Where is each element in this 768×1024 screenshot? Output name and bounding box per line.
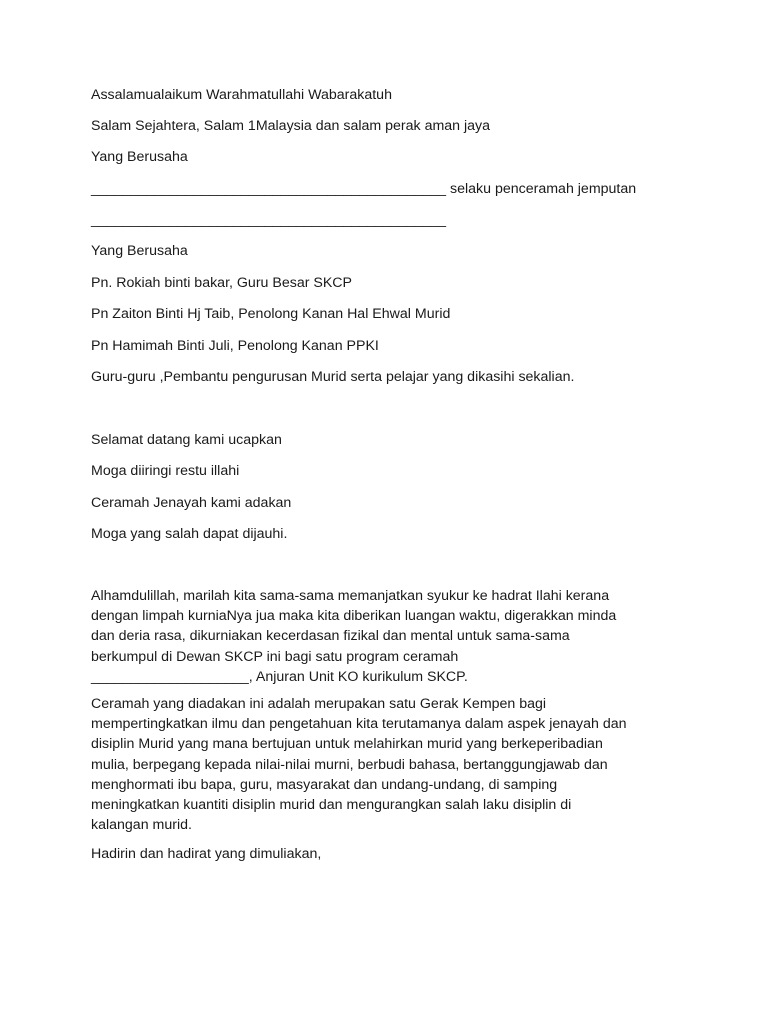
paragraph-line: dan deria rasa, dikurniakan kecerdasan fizikal dan mental untuk sama-sama: [91, 628, 570, 645]
addressee-line: Pn. Rokiah binti bakar, Guru Besar SKCP: [91, 275, 353, 291]
speaker-blank-line: _____________________________________________ selaku penceramah jemputan: [91, 181, 637, 197]
paragraph-line: meningkatkan kuantiti disiplin murid dan mengurangkan salah laku disiplin di: [91, 797, 572, 814]
paragraph-line: Ceramah yang diadakan ini adalah merupakan satu Gerak Kempen bagi: [91, 696, 547, 712]
paragraph-line: ____________________, Anjuran Unit KO kurikulum SKCP.: [91, 668, 468, 685]
paragraph-line: berkumpul di Dewan SKCP ini bagi satu program ceramah: [91, 648, 459, 665]
paragraph-line: mulia, berpegang kepada nilai-nilai murni, berbudi bahasa, bertanggungjawab dan: [91, 756, 608, 773]
salutation-line: Salam Sejahtera, Salam 1Malaysia dan salam perak aman jaya: [91, 118, 491, 134]
paragraph-line: kalangan murid.: [91, 817, 192, 834]
addressee-line: Pn Zaiton Binti Hj Taib, Penolong Kanan Hal Ehwal Murid: [91, 306, 451, 322]
addressee-line: Guru-guru ,Pembantu pengurusan Murid serta pelajar yang dikasihi sekalian.: [91, 369, 575, 385]
verse-line: Ceramah Jenayah kami adakan: [91, 495, 292, 511]
verse-line: Moga yang salah dapat dijauhi.: [91, 526, 288, 542]
greeting-line: Assalamualaikum Warahmatullahi Wabarakatuh: [91, 87, 392, 103]
closing-line: Hadirin dan hadirat yang dimuliakan,: [91, 846, 322, 862]
paragraph-line: disiplin Murid yang mana bertujuan untuk melahirkan murid yang berkeperibadian: [91, 736, 603, 753]
opening-paragraph: [91, 586, 711, 687]
addressee-line: Pn Hamimah Binti Juli, Penolong Kanan PPKI: [91, 338, 379, 354]
paragraph-line: menghormati ibu bapa, guru, masyarakat dan undang-undang, di samping: [91, 776, 558, 793]
paragraph-line: mempertingkatkan ilmu dan pengetahuan kita terutamanya dalam aspek jenayah dan: [91, 716, 627, 733]
paragraph-line: Alhamdulillah, marilah kita sama-sama memanjatkan syukur ke hadrat Ilahi kerana: [91, 588, 610, 604]
addressee-heading: Yang Berusaha: [91, 243, 188, 259]
verse-line: Moga diiringi restu illahi: [91, 463, 240, 479]
paragraph-line: dengan limpah kurniaNya jua maka kita diberikan luangan waktu, digerakkan minda: [91, 608, 617, 625]
verse-line: Selamat datang kami ucapkan: [91, 432, 282, 448]
addressee-heading: Yang Berusaha: [91, 149, 188, 165]
blank-line: _____________________________________________: [91, 212, 447, 228]
purpose-paragraph: [91, 694, 711, 835]
